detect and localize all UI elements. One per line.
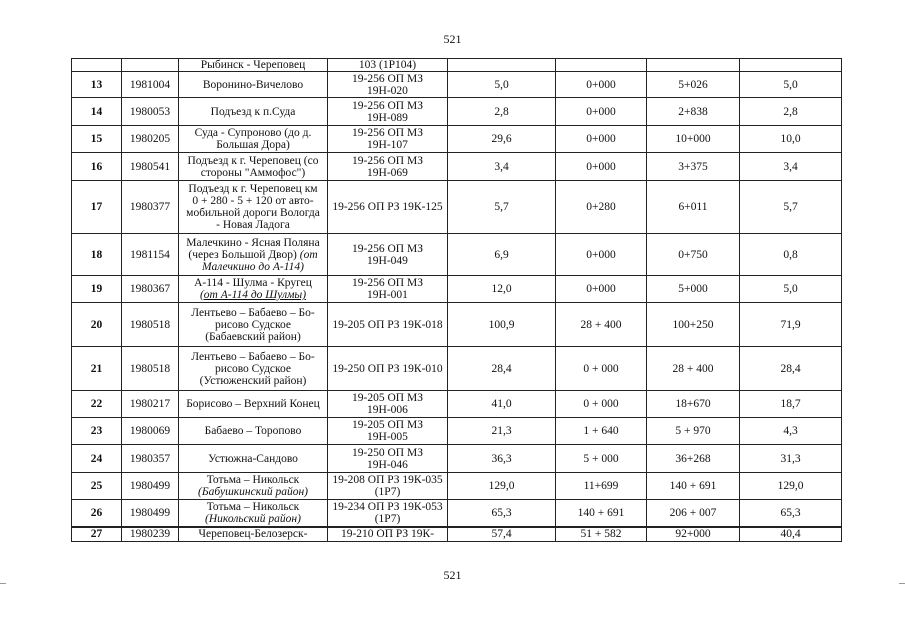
cell-end: 10+000: [647, 126, 740, 153]
table-row: [72, 276, 842, 303]
cell-code: 1980217: [122, 391, 179, 418]
cell-num: 22: [72, 391, 122, 418]
cell-end: 5+000: [647, 276, 740, 303]
roads-table: [71, 58, 842, 542]
cell-length-section: 5,0: [740, 72, 842, 98]
cell-code: [122, 59, 179, 72]
road-name-line: (от А-114 до Шулмы): [199, 289, 307, 301]
cell-num: 26: [72, 500, 122, 527]
cell-index: 103 (1Р104): [328, 59, 448, 72]
cell-length-section: 4,3: [740, 418, 842, 445]
crop-mark-right: [899, 583, 905, 584]
cell-name: [179, 391, 328, 418]
cell-index: 19-256 ОП МЗ 19Н-069: [328, 153, 448, 181]
cell-name: [179, 181, 328, 234]
road-name-line: Подъезд к г. Череповец км: [188, 183, 318, 195]
cell-length: 41,0: [448, 391, 556, 418]
cell-num: 25: [72, 473, 122, 500]
cell-start: 51 + 582: [556, 527, 647, 542]
cell-length: 6,9: [448, 234, 556, 276]
cell-name: Рыбинск - Череповец: [179, 59, 328, 72]
table-row: [72, 527, 842, 542]
cell-num: 21: [72, 347, 122, 391]
cell-start: 5 + 000: [556, 445, 647, 473]
roads-table-container: [71, 58, 841, 542]
road-name-line: (Устюженский район): [199, 374, 307, 387]
cell-length: 129,0: [448, 473, 556, 500]
road-name-line: (через Большой Двор) (от: [188, 248, 318, 261]
cell-name: [179, 473, 328, 500]
cell-num: 17: [72, 181, 122, 234]
cell-length-section: 10,0: [740, 126, 842, 153]
cell-num: 16: [72, 153, 122, 181]
cell-length-section: 5,0: [740, 276, 842, 303]
cell-end: 140 + 691: [647, 473, 740, 500]
cell-end: 92+000: [647, 527, 740, 542]
cell-end: 18+670: [647, 391, 740, 418]
cell-length-section: 18,7: [740, 391, 842, 418]
cell-start: 0+000: [556, 276, 647, 303]
cell-code: 1981004: [122, 72, 179, 98]
cell-start: 0+000: [556, 98, 647, 126]
cell-length: 2,8: [448, 98, 556, 126]
cell-index: 19-210 ОП РЗ 19К-: [328, 527, 448, 542]
cell-code: 1980499: [122, 500, 179, 527]
cell-index: 19-256 ОП МЗ 19Н-020: [328, 72, 448, 98]
table-row: [72, 418, 842, 445]
cell-index: 19-256 ОП МЗ 19Н-001: [328, 276, 448, 303]
cell-code: 1980069: [122, 418, 179, 445]
cell-length-section: 31,3: [740, 445, 842, 473]
cell-num: 14: [72, 98, 122, 126]
page-number-top: 521: [443, 32, 462, 46]
cell-length-section: 5,7: [740, 181, 842, 234]
cell-end: [647, 59, 740, 72]
cell-name: [179, 72, 328, 98]
cell-end: 5 + 970: [647, 418, 740, 445]
table-row-partial: [72, 59, 842, 72]
table-row: [72, 98, 842, 126]
cell-end: 100+250: [647, 303, 740, 347]
cell-code: 1980367: [122, 276, 179, 303]
road-name-line: Череповец-Белозерск-: [198, 528, 308, 541]
cell-end: 2+838: [647, 98, 740, 126]
table-row: [72, 72, 842, 98]
cell-length-section: 28,4: [740, 347, 842, 391]
cell-index: 19-205 ОП МЗ 19Н-006: [328, 391, 448, 418]
cell-length: 28,4: [448, 347, 556, 391]
cell-length-section: [740, 59, 842, 72]
cell-name: [179, 276, 328, 303]
road-name-line: рисово Судское: [214, 318, 292, 331]
table-row: [72, 347, 842, 391]
cell-start: 0+000: [556, 72, 647, 98]
cell-end: 28 + 400: [647, 347, 740, 391]
road-name-line: Большая Дора): [216, 139, 290, 151]
cell-num: 24: [72, 445, 122, 473]
cell-index: 19-256 ОП МЗ 19Н-089: [328, 98, 448, 126]
cell-length-section: 0,8: [740, 234, 842, 276]
cell-code: 1980541: [122, 153, 179, 181]
cell-length: 5,0: [448, 72, 556, 98]
road-name-line: (Бабушкинский район): [197, 486, 308, 498]
cell-end: 0+750: [647, 234, 740, 276]
page-number-bottom: 521: [443, 568, 462, 582]
cell-length: 57,4: [448, 527, 556, 542]
cell-end: 5+026: [647, 72, 740, 98]
cell-start: 0+280: [556, 181, 647, 234]
cell-start: 0 + 000: [556, 391, 647, 418]
cell-start: 0+000: [556, 153, 647, 181]
road-name-line: Тотьма – Никольск: [206, 500, 300, 513]
cell-length-section: 71,9: [740, 303, 842, 347]
road-name-line: 0 + 280 - 5 + 120 от авто-: [192, 195, 314, 207]
table-row: [72, 445, 842, 473]
road-name-line: Бабаево – Торопово: [204, 425, 302, 437]
roads-table-body: [72, 59, 842, 542]
cell-num: 27: [72, 527, 122, 542]
cell-name: [179, 234, 328, 276]
cell-start: 0 + 000: [556, 347, 647, 391]
cell-index: 19-256 ОП МЗ 19Н-049: [328, 234, 448, 276]
cell-index: 19-256 ОП МЗ 19Н-107: [328, 126, 448, 153]
table-row: [72, 303, 842, 347]
cell-end: 36+268: [647, 445, 740, 473]
cell-name: [179, 126, 328, 153]
cell-name: [179, 347, 328, 391]
road-name-line: Устюжна-Сандово: [208, 452, 298, 465]
cell-start: 0+000: [556, 234, 647, 276]
cell-name: [179, 153, 328, 181]
cell-length: 29,6: [448, 126, 556, 153]
road-name-line: Тотьма – Никольск: [206, 474, 300, 486]
road-name-line: Малечкино до А-114): [202, 260, 304, 273]
cell-start: 1 + 640: [556, 418, 647, 445]
cell-start: 11+699: [556, 473, 647, 500]
road-name-line: Лентьево – Бабаево – Бо-: [191, 350, 315, 363]
cell-name: [179, 527, 328, 542]
road-name-line: Лентьево – Бабаево – Бо-: [191, 306, 315, 319]
road-name-line: Подъезд к г. Череповец (со: [187, 154, 319, 167]
road-name-italic-part: (от: [299, 248, 318, 261]
table-row: [72, 126, 842, 153]
cell-num: 20: [72, 303, 122, 347]
road-name-line: Борисово – Верхний Конец: [186, 398, 320, 410]
crop-mark-left: [0, 583, 6, 584]
cell-start: 0+000: [556, 126, 647, 153]
cell-index: 19-208 ОП РЗ 19К-035 (1Р7): [328, 473, 448, 500]
cell-length: [448, 59, 556, 72]
cell-num: 15: [72, 126, 122, 153]
cell-length-section: 2,8: [740, 98, 842, 126]
cell-num: [72, 59, 122, 72]
cell-code: 1980518: [122, 347, 179, 391]
cell-code: 1980357: [122, 445, 179, 473]
cell-name: [179, 418, 328, 445]
road-name-line: А-114 - Шулма - Кругец: [194, 277, 312, 289]
table-row: [72, 391, 842, 418]
cell-num: 19: [72, 276, 122, 303]
cell-code: 1980377: [122, 181, 179, 234]
cell-index: 19-250 ОП РЗ 19К-010: [328, 347, 448, 391]
cell-code: 1980518: [122, 303, 179, 347]
road-name-line: рисово Судское: [214, 362, 292, 375]
cell-name: [179, 98, 328, 126]
road-name-line: Воронино-Вичелово: [202, 78, 304, 91]
road-name-line: - Новая Ладога: [216, 219, 290, 231]
cell-length-section: 65,3: [740, 500, 842, 527]
cell-code: 1981154: [122, 234, 179, 276]
cell-name: [179, 445, 328, 473]
cell-code: 1980499: [122, 473, 179, 500]
table-row: [72, 181, 842, 234]
table-row: [72, 500, 842, 527]
cell-num: 23: [72, 418, 122, 445]
road-name-line: (Никольский район): [205, 512, 301, 525]
cell-start: [556, 59, 647, 72]
cell-name: [179, 500, 328, 527]
road-name-line: (Бабаевский район): [205, 330, 301, 343]
cell-code: 1980239: [122, 527, 179, 542]
cell-length: 5,7: [448, 181, 556, 234]
cell-length: 12,0: [448, 276, 556, 303]
table-row: [72, 153, 842, 181]
road-name-line: стороны "Аммофос"): [200, 166, 306, 179]
cell-length: 100,9: [448, 303, 556, 347]
cell-length: 36,3: [448, 445, 556, 473]
cell-code: 1980053: [122, 98, 179, 126]
road-name-line: Малечкино - Ясная Поляна: [186, 236, 320, 249]
cell-length-section: 129,0: [740, 473, 842, 500]
cell-index: 19-205 ОП РЗ 19К-018: [328, 303, 448, 347]
cell-length: 65,3: [448, 500, 556, 527]
cell-end: 206 + 007: [647, 500, 740, 527]
road-name-line: Суда - Супроново (до д.: [194, 127, 312, 139]
cell-index: 19-250 ОП МЗ 19Н-046: [328, 445, 448, 473]
cell-num: 13: [72, 72, 122, 98]
cell-index: 19-256 ОП РЗ 19К-125: [328, 181, 448, 234]
cell-end: 6+011: [647, 181, 740, 234]
cell-length: 3,4: [448, 153, 556, 181]
cell-index: 19-234 ОП РЗ 19К-053 (1Р7): [328, 500, 448, 527]
cell-index: 19-205 ОП МЗ 19Н-005: [328, 418, 448, 445]
road-name-line: мобильной дороги Вологда: [186, 207, 320, 219]
cell-length-section: 40,4: [740, 527, 842, 542]
cell-length: 21,3: [448, 418, 556, 445]
table-row: [72, 473, 842, 500]
cell-length-section: 3,4: [740, 153, 842, 181]
cell-start: 140 + 691: [556, 500, 647, 527]
cell-name: [179, 303, 328, 347]
road-name-line: Подъезд к п.Суда: [210, 105, 296, 118]
cell-start: 28 + 400: [556, 303, 647, 347]
cell-num: 18: [72, 234, 122, 276]
cell-end: 3+375: [647, 153, 740, 181]
table-row: [72, 234, 842, 276]
cell-code: 1980205: [122, 126, 179, 153]
